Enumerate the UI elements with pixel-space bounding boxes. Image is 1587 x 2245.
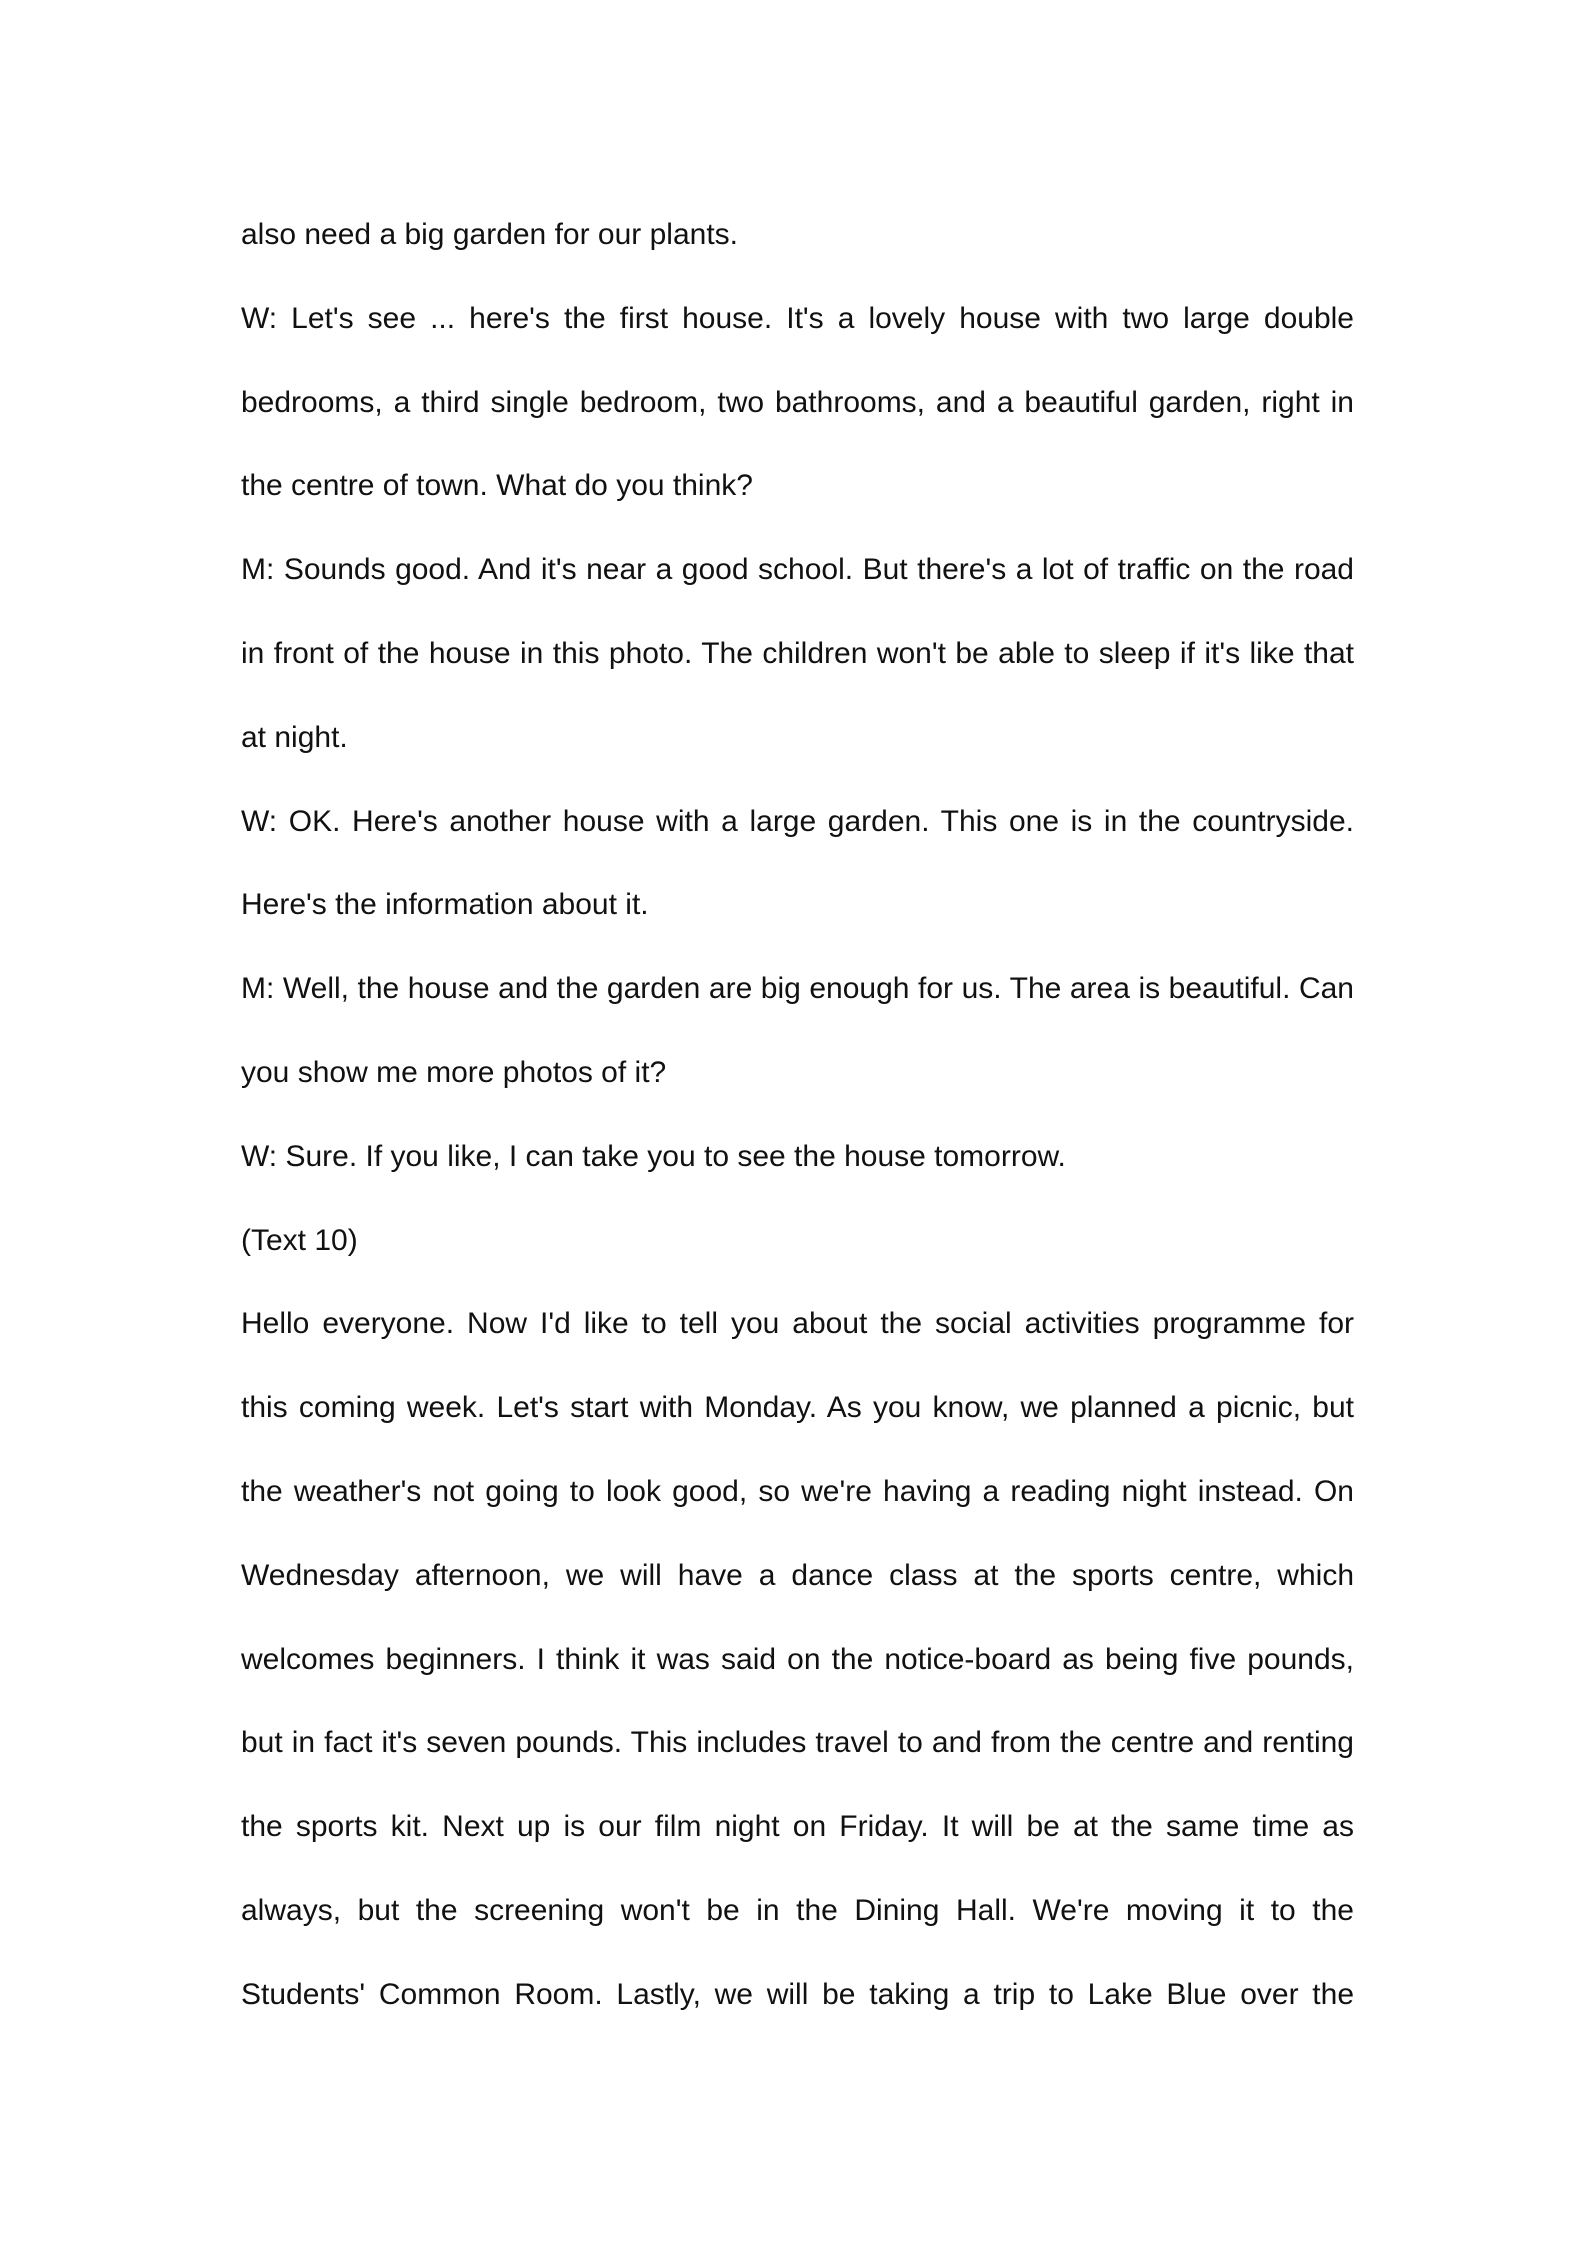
text-line: W: Let's see ... here's the first house. It's a lovely house with two large double (241, 301, 1354, 335)
text-line: but in fact it's seven pounds. This includes travel to and from the centre and renting (241, 1726, 1354, 1760)
text-line: Wednesday afternoon, we will have a dance class at the sports centre, which (241, 1558, 1354, 1592)
text-line: in front of the house in this photo. The children won't be able to sleep if it's like that (241, 636, 1354, 670)
text-line: also need a big garden for our plants. (241, 218, 739, 251)
text-line: W: OK. Here's another house with a large garden. This one is in the countryside. (241, 804, 1354, 838)
text-line: W: Sure. If you like, I can take you to see the house tomorrow. (241, 1139, 1066, 1173)
text-line: the weather's not going to look good, so we're having a reading night instead. On (241, 1474, 1354, 1508)
text-line: Students' Common Room. Lastly, we will be taking a trip to Lake Blue over the (241, 1977, 1354, 2011)
text-line: the sports kit. Next up is our film night on Friday. It will be at the same time as (241, 1810, 1354, 1844)
text-line: you show me more photos of it? (241, 1055, 667, 1089)
text-line: Here's the information about it. (241, 888, 649, 922)
text-line: welcomes beginners. I think it was said on the notice-board as being five pounds, (241, 1642, 1354, 1676)
text-line: at night. (241, 720, 348, 754)
text-line: M: Well, the house and the garden are big enough for us. The area is beautiful. Can (241, 972, 1354, 1006)
text-line: always, but the screening won't be in the Dining Hall. We're moving it to the (241, 1893, 1354, 1927)
text-line: the centre of town. What do you think? (241, 469, 753, 503)
text-line: this coming week. Let's start with Monday. As you know, we planned a picnic, but (241, 1391, 1354, 1425)
text-line: (Text 10) (241, 1223, 358, 1257)
transcript-text (241, 208, 1354, 2052)
text-line: bedrooms, a third single bedroom, two bathrooms, and a beautiful garden, right in (241, 385, 1354, 419)
text-line: Hello everyone. Now I'd like to tell you about the social activities programme for (241, 1307, 1354, 1341)
text-line: M: Sounds good. And it's near a good school. But there's a lot of traffic on the road (241, 553, 1354, 587)
